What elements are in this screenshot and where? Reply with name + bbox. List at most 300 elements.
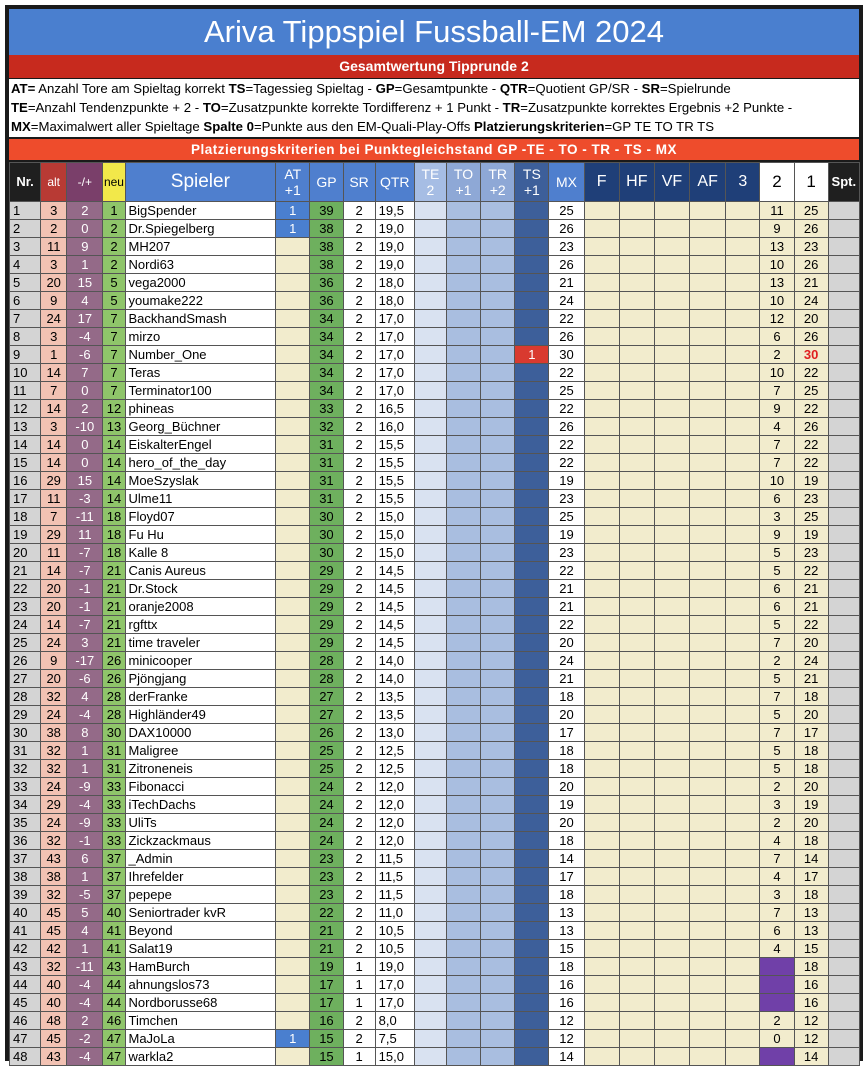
matchday3-cell bbox=[726, 778, 760, 796]
sr-cell: 2 bbox=[343, 256, 375, 274]
player-name-cell: Beyond bbox=[125, 922, 276, 940]
quarterfinal-cell bbox=[654, 670, 689, 688]
matchday1-cell: 26 bbox=[794, 220, 828, 238]
te-cell bbox=[414, 310, 446, 328]
matchday1-cell: 24 bbox=[794, 292, 828, 310]
matchday2-cell: 10 bbox=[760, 256, 794, 274]
matchday3-cell bbox=[726, 274, 760, 292]
quarterfinal-cell bbox=[654, 616, 689, 634]
round16-cell bbox=[690, 202, 726, 220]
player-name-cell: Georg_Büchner bbox=[125, 418, 276, 436]
at-cell bbox=[276, 670, 310, 688]
quarterfinal-cell bbox=[654, 1048, 689, 1066]
rank-change-cell: 1 bbox=[67, 256, 103, 274]
at-cell bbox=[276, 706, 310, 724]
final-cell bbox=[584, 778, 619, 796]
matchday1-cell: 18 bbox=[794, 688, 828, 706]
final-cell bbox=[584, 904, 619, 922]
mx-cell: 18 bbox=[549, 742, 584, 760]
round16-cell bbox=[690, 688, 726, 706]
round16-cell bbox=[690, 850, 726, 868]
round16-cell bbox=[690, 904, 726, 922]
old-rank-cell: 11 bbox=[41, 544, 67, 562]
column-header-15: HF bbox=[619, 163, 654, 202]
quarterfinal-cell bbox=[654, 850, 689, 868]
player-name-cell: Fibonacci bbox=[125, 778, 276, 796]
matchday3-cell bbox=[726, 364, 760, 382]
qtr-cell: 14,5 bbox=[375, 562, 414, 580]
matchday2-cell: 7 bbox=[760, 724, 794, 742]
spt-cell bbox=[828, 976, 859, 994]
mx-cell: 23 bbox=[549, 238, 584, 256]
mx-cell: 20 bbox=[549, 778, 584, 796]
sr-cell: 2 bbox=[343, 508, 375, 526]
quarterfinal-cell bbox=[654, 472, 689, 490]
matchday2-cell: 5 bbox=[760, 670, 794, 688]
round16-cell bbox=[690, 958, 726, 976]
tr-cell bbox=[481, 814, 515, 832]
to-cell bbox=[446, 940, 480, 958]
te-cell bbox=[414, 436, 446, 454]
rank-cell: 45 bbox=[10, 994, 41, 1012]
spt-cell bbox=[828, 400, 859, 418]
tr-cell bbox=[481, 418, 515, 436]
old-rank-cell: 32 bbox=[41, 958, 67, 976]
old-rank-cell: 24 bbox=[41, 778, 67, 796]
player-name-cell: oranje2008 bbox=[125, 598, 276, 616]
tr-cell bbox=[481, 724, 515, 742]
matchday2-cell: 2 bbox=[760, 1012, 794, 1030]
to-cell bbox=[446, 688, 480, 706]
mx-cell: 13 bbox=[549, 904, 584, 922]
tr-cell bbox=[481, 346, 515, 364]
ts-cell bbox=[515, 634, 549, 652]
column-header-16: VF bbox=[654, 163, 689, 202]
semifinal-cell bbox=[619, 472, 654, 490]
semifinal-cell bbox=[619, 490, 654, 508]
old-rank-cell: 14 bbox=[41, 400, 67, 418]
matchday2-cell: 5 bbox=[760, 562, 794, 580]
mx-cell: 17 bbox=[549, 868, 584, 886]
round16-cell bbox=[690, 832, 726, 850]
matchday3-cell bbox=[726, 202, 760, 220]
tr-cell bbox=[481, 868, 515, 886]
tr-cell bbox=[481, 562, 515, 580]
mx-cell: 24 bbox=[549, 292, 584, 310]
mx-cell: 19 bbox=[549, 796, 584, 814]
qtr-cell: 19,0 bbox=[375, 238, 414, 256]
old-rank-cell: 7 bbox=[41, 382, 67, 400]
qtr-cell: 16,0 bbox=[375, 418, 414, 436]
matchday3-cell bbox=[726, 1030, 760, 1048]
rank-change-cell: 15 bbox=[67, 472, 103, 490]
sr-cell: 2 bbox=[343, 598, 375, 616]
rank-change-cell: 9 bbox=[67, 238, 103, 256]
at-cell bbox=[276, 436, 310, 454]
player-name-cell: derFranke bbox=[125, 688, 276, 706]
at-cell bbox=[276, 292, 310, 310]
final-cell bbox=[584, 598, 619, 616]
rank-cell: 47 bbox=[10, 1030, 41, 1048]
table-row bbox=[10, 868, 860, 886]
rank-cell: 34 bbox=[10, 796, 41, 814]
rank-change-cell: 8 bbox=[67, 724, 103, 742]
sr-cell: 2 bbox=[343, 1030, 375, 1048]
te-cell bbox=[414, 292, 446, 310]
to-cell bbox=[446, 1048, 480, 1066]
table-row bbox=[10, 238, 860, 256]
rank-change-cell: -1 bbox=[67, 832, 103, 850]
ts-cell bbox=[515, 580, 549, 598]
mx-cell: 26 bbox=[549, 328, 584, 346]
at-cell bbox=[276, 958, 310, 976]
at-cell bbox=[276, 922, 310, 940]
new-rank-cell: 5 bbox=[103, 274, 125, 292]
player-name-cell: Terminator100 bbox=[125, 382, 276, 400]
mx-cell: 26 bbox=[549, 256, 584, 274]
legend-text: =Tagessieg Spieltag - bbox=[245, 81, 376, 96]
round16-cell bbox=[690, 868, 726, 886]
sr-cell: 2 bbox=[343, 274, 375, 292]
sr-cell: 2 bbox=[343, 544, 375, 562]
te-cell bbox=[414, 832, 446, 850]
tr-cell bbox=[481, 526, 515, 544]
old-rank-cell: 32 bbox=[41, 688, 67, 706]
te-cell bbox=[414, 886, 446, 904]
player-name-cell: Ihrefelder bbox=[125, 868, 276, 886]
final-cell bbox=[584, 364, 619, 382]
matchday1-cell: 17 bbox=[794, 868, 828, 886]
at-cell bbox=[276, 886, 310, 904]
sr-cell: 2 bbox=[343, 328, 375, 346]
legend-text: =Anzahl Tendenzpunkte + 2 - bbox=[27, 100, 203, 115]
column-header-12: TS +1 bbox=[515, 163, 549, 202]
quarterfinal-cell bbox=[654, 238, 689, 256]
spt-cell bbox=[828, 310, 859, 328]
ts-cell bbox=[515, 652, 549, 670]
sr-cell: 1 bbox=[343, 958, 375, 976]
old-rank-cell: 29 bbox=[41, 472, 67, 490]
quarterfinal-cell bbox=[654, 724, 689, 742]
matchday3-cell bbox=[726, 742, 760, 760]
spt-cell bbox=[828, 958, 859, 976]
column-header-2: -/+ bbox=[67, 163, 103, 202]
column-header-6: GP bbox=[310, 163, 343, 202]
matchday1-cell: 19 bbox=[794, 796, 828, 814]
ts-cell bbox=[515, 562, 549, 580]
qtr-cell: 15,5 bbox=[375, 436, 414, 454]
table-row bbox=[10, 292, 860, 310]
te-cell bbox=[414, 1030, 446, 1048]
at-cell bbox=[276, 418, 310, 436]
te-cell bbox=[414, 220, 446, 238]
table-row bbox=[10, 670, 860, 688]
old-rank-cell: 20 bbox=[41, 274, 67, 292]
qtr-cell: 15,0 bbox=[375, 544, 414, 562]
player-name-cell: Zickzackmaus bbox=[125, 832, 276, 850]
new-rank-cell: 21 bbox=[103, 580, 125, 598]
tr-cell bbox=[481, 796, 515, 814]
matchday1-cell: 12 bbox=[794, 1030, 828, 1048]
semifinal-cell bbox=[619, 688, 654, 706]
gp-cell: 24 bbox=[310, 814, 343, 832]
rank-change-cell: -9 bbox=[67, 778, 103, 796]
legend-text: =Spielrunde bbox=[659, 81, 731, 96]
matchday2-cell: 5 bbox=[760, 544, 794, 562]
old-rank-cell: 48 bbox=[41, 1012, 67, 1030]
matchday2-cell: 7 bbox=[760, 436, 794, 454]
sr-cell: 2 bbox=[343, 670, 375, 688]
final-cell bbox=[584, 940, 619, 958]
legend-text: =Zusatzpunkte korrektes Ergebnis +2 Punkte - bbox=[520, 100, 793, 115]
mx-cell: 18 bbox=[549, 886, 584, 904]
round16-cell bbox=[690, 616, 726, 634]
semifinal-cell bbox=[619, 310, 654, 328]
quarterfinal-cell bbox=[654, 292, 689, 310]
te-cell bbox=[414, 202, 446, 220]
spt-cell bbox=[828, 220, 859, 238]
rank-cell: 36 bbox=[10, 832, 41, 850]
gp-cell: 25 bbox=[310, 760, 343, 778]
gp-cell: 31 bbox=[310, 472, 343, 490]
sr-cell: 2 bbox=[343, 796, 375, 814]
matchday1-cell: 18 bbox=[794, 760, 828, 778]
quarterfinal-cell bbox=[654, 382, 689, 400]
sr-cell: 2 bbox=[343, 472, 375, 490]
to-cell bbox=[446, 202, 480, 220]
matchday1-cell: 19 bbox=[794, 472, 828, 490]
semifinal-cell bbox=[619, 994, 654, 1012]
legend bbox=[9, 79, 859, 137]
tr-cell bbox=[481, 886, 515, 904]
semifinal-cell bbox=[619, 724, 654, 742]
tr-cell bbox=[481, 544, 515, 562]
ts-cell bbox=[515, 994, 549, 1012]
matchday2-cell: 7 bbox=[760, 904, 794, 922]
player-name-cell: UliTs bbox=[125, 814, 276, 832]
final-cell bbox=[584, 256, 619, 274]
old-rank-cell: 20 bbox=[41, 598, 67, 616]
tr-cell bbox=[481, 310, 515, 328]
matchday2-cell: 10 bbox=[760, 364, 794, 382]
te-cell bbox=[414, 580, 446, 598]
rank-change-cell: -5 bbox=[67, 886, 103, 904]
gp-cell: 31 bbox=[310, 436, 343, 454]
rank-change-cell: -4 bbox=[67, 706, 103, 724]
rank-change-cell: 0 bbox=[67, 436, 103, 454]
at-cell bbox=[276, 976, 310, 994]
mx-cell: 22 bbox=[549, 364, 584, 382]
rank-change-cell: 0 bbox=[67, 454, 103, 472]
spt-cell bbox=[828, 364, 859, 382]
spt-cell bbox=[828, 778, 859, 796]
at-cell: 1 bbox=[276, 202, 310, 220]
te-cell bbox=[414, 418, 446, 436]
rank-change-cell: 0 bbox=[67, 382, 103, 400]
gp-cell: 38 bbox=[310, 238, 343, 256]
gp-cell: 34 bbox=[310, 382, 343, 400]
table-row bbox=[10, 760, 860, 778]
tr-cell bbox=[481, 292, 515, 310]
semifinal-cell bbox=[619, 958, 654, 976]
spt-cell bbox=[828, 634, 859, 652]
matchday1-cell: 20 bbox=[794, 814, 828, 832]
quarterfinal-cell bbox=[654, 598, 689, 616]
round16-cell bbox=[690, 778, 726, 796]
old-rank-cell: 14 bbox=[41, 436, 67, 454]
round16-cell bbox=[690, 526, 726, 544]
quarterfinal-cell bbox=[654, 274, 689, 292]
semifinal-cell bbox=[619, 382, 654, 400]
column-header-5: AT +1 bbox=[276, 163, 310, 202]
final-cell bbox=[584, 472, 619, 490]
new-rank-cell: 7 bbox=[103, 328, 125, 346]
ts-cell: 1 bbox=[515, 346, 549, 364]
new-rank-cell: 47 bbox=[103, 1030, 125, 1048]
quarterfinal-cell bbox=[654, 454, 689, 472]
spt-cell bbox=[828, 472, 859, 490]
qtr-cell: 17,0 bbox=[375, 382, 414, 400]
matchday3-cell bbox=[726, 724, 760, 742]
at-cell: 1 bbox=[276, 1030, 310, 1048]
old-rank-cell: 3 bbox=[41, 202, 67, 220]
tr-cell bbox=[481, 400, 515, 418]
at-cell bbox=[276, 814, 310, 832]
semifinal-cell bbox=[619, 904, 654, 922]
sr-cell: 2 bbox=[343, 454, 375, 472]
new-rank-cell: 14 bbox=[103, 436, 125, 454]
rank-cell: 26 bbox=[10, 652, 41, 670]
to-cell bbox=[446, 256, 480, 274]
matchday2-cell bbox=[760, 958, 794, 976]
final-cell bbox=[584, 1012, 619, 1030]
ts-cell bbox=[515, 886, 549, 904]
table-row bbox=[10, 598, 860, 616]
player-name-cell: phineas bbox=[125, 400, 276, 418]
round16-cell bbox=[690, 706, 726, 724]
player-name-cell: Zitroneneis bbox=[125, 760, 276, 778]
player-name-cell: BigSpender bbox=[125, 202, 276, 220]
matchday2-cell: 6 bbox=[760, 922, 794, 940]
ts-cell bbox=[515, 544, 549, 562]
quarterfinal-cell bbox=[654, 580, 689, 598]
qtr-cell: 11,0 bbox=[375, 904, 414, 922]
matchday1-cell: 16 bbox=[794, 976, 828, 994]
qtr-cell: 15,0 bbox=[375, 526, 414, 544]
matchday2-cell: 13 bbox=[760, 238, 794, 256]
te-cell bbox=[414, 634, 446, 652]
mx-cell: 21 bbox=[549, 274, 584, 292]
sr-cell: 2 bbox=[343, 940, 375, 958]
quarterfinal-cell bbox=[654, 400, 689, 418]
sr-cell: 2 bbox=[343, 634, 375, 652]
legend-text: =Punkte aus den EM-Quali-Play-Offs bbox=[253, 119, 474, 134]
new-rank-cell: 26 bbox=[103, 670, 125, 688]
matchday2-cell: 5 bbox=[760, 742, 794, 760]
old-rank-cell: 43 bbox=[41, 1048, 67, 1066]
old-rank-cell: 7 bbox=[41, 508, 67, 526]
quarterfinal-cell bbox=[654, 688, 689, 706]
semifinal-cell bbox=[619, 220, 654, 238]
matchday2-cell: 4 bbox=[760, 868, 794, 886]
mx-cell: 22 bbox=[549, 616, 584, 634]
matchday3-cell bbox=[726, 706, 760, 724]
gp-cell: 34 bbox=[310, 364, 343, 382]
tr-cell bbox=[481, 490, 515, 508]
round16-cell bbox=[690, 508, 726, 526]
matchday2-cell: 3 bbox=[760, 886, 794, 904]
qtr-cell: 14,5 bbox=[375, 634, 414, 652]
te-cell bbox=[414, 274, 446, 292]
te-cell bbox=[414, 940, 446, 958]
spt-cell bbox=[828, 598, 859, 616]
rank-cell: 30 bbox=[10, 724, 41, 742]
gp-cell: 15 bbox=[310, 1030, 343, 1048]
matchday3-cell bbox=[726, 310, 760, 328]
table-row bbox=[10, 202, 860, 220]
matchday1-cell: 20 bbox=[794, 634, 828, 652]
sheet-frame bbox=[5, 5, 863, 1064]
tr-cell bbox=[481, 652, 515, 670]
player-name-cell: vega2000 bbox=[125, 274, 276, 292]
quarterfinal-cell bbox=[654, 328, 689, 346]
matchday2-cell: 6 bbox=[760, 580, 794, 598]
te-cell bbox=[414, 454, 446, 472]
gp-cell: 23 bbox=[310, 850, 343, 868]
table-row bbox=[10, 382, 860, 400]
round16-cell bbox=[690, 310, 726, 328]
table-row bbox=[10, 1048, 860, 1066]
semifinal-cell bbox=[619, 940, 654, 958]
to-cell bbox=[446, 220, 480, 238]
table-body bbox=[10, 202, 860, 1066]
semifinal-cell bbox=[619, 706, 654, 724]
page-subtitle: Gesamtwertung Tipprunde 2 bbox=[9, 55, 859, 78]
mx-cell: 21 bbox=[549, 670, 584, 688]
matchday2-cell: 5 bbox=[760, 760, 794, 778]
ts-cell bbox=[515, 292, 549, 310]
player-name-cell: Floyd07 bbox=[125, 508, 276, 526]
sr-cell: 2 bbox=[343, 706, 375, 724]
spt-cell bbox=[828, 328, 859, 346]
te-cell bbox=[414, 490, 446, 508]
matchday1-cell: 21 bbox=[794, 670, 828, 688]
matchday1-cell: 23 bbox=[794, 544, 828, 562]
tr-cell bbox=[481, 472, 515, 490]
old-rank-cell: 45 bbox=[41, 904, 67, 922]
rank-cell: 22 bbox=[10, 580, 41, 598]
old-rank-cell: 3 bbox=[41, 328, 67, 346]
player-name-cell: HamBurch bbox=[125, 958, 276, 976]
qtr-cell: 12,0 bbox=[375, 796, 414, 814]
rank-cell: 8 bbox=[10, 328, 41, 346]
matchday1-cell: 15 bbox=[794, 940, 828, 958]
spt-cell bbox=[828, 508, 859, 526]
gp-cell: 30 bbox=[310, 508, 343, 526]
quarterfinal-cell bbox=[654, 760, 689, 778]
final-cell bbox=[584, 562, 619, 580]
to-cell bbox=[446, 310, 480, 328]
at-cell bbox=[276, 310, 310, 328]
rank-change-cell: -7 bbox=[67, 544, 103, 562]
rank-cell: 41 bbox=[10, 922, 41, 940]
quarterfinal-cell bbox=[654, 436, 689, 454]
ts-cell bbox=[515, 796, 549, 814]
qtr-cell: 16,5 bbox=[375, 400, 414, 418]
te-cell bbox=[414, 526, 446, 544]
new-rank-cell: 41 bbox=[103, 922, 125, 940]
column-header-10: TO +1 bbox=[446, 163, 480, 202]
